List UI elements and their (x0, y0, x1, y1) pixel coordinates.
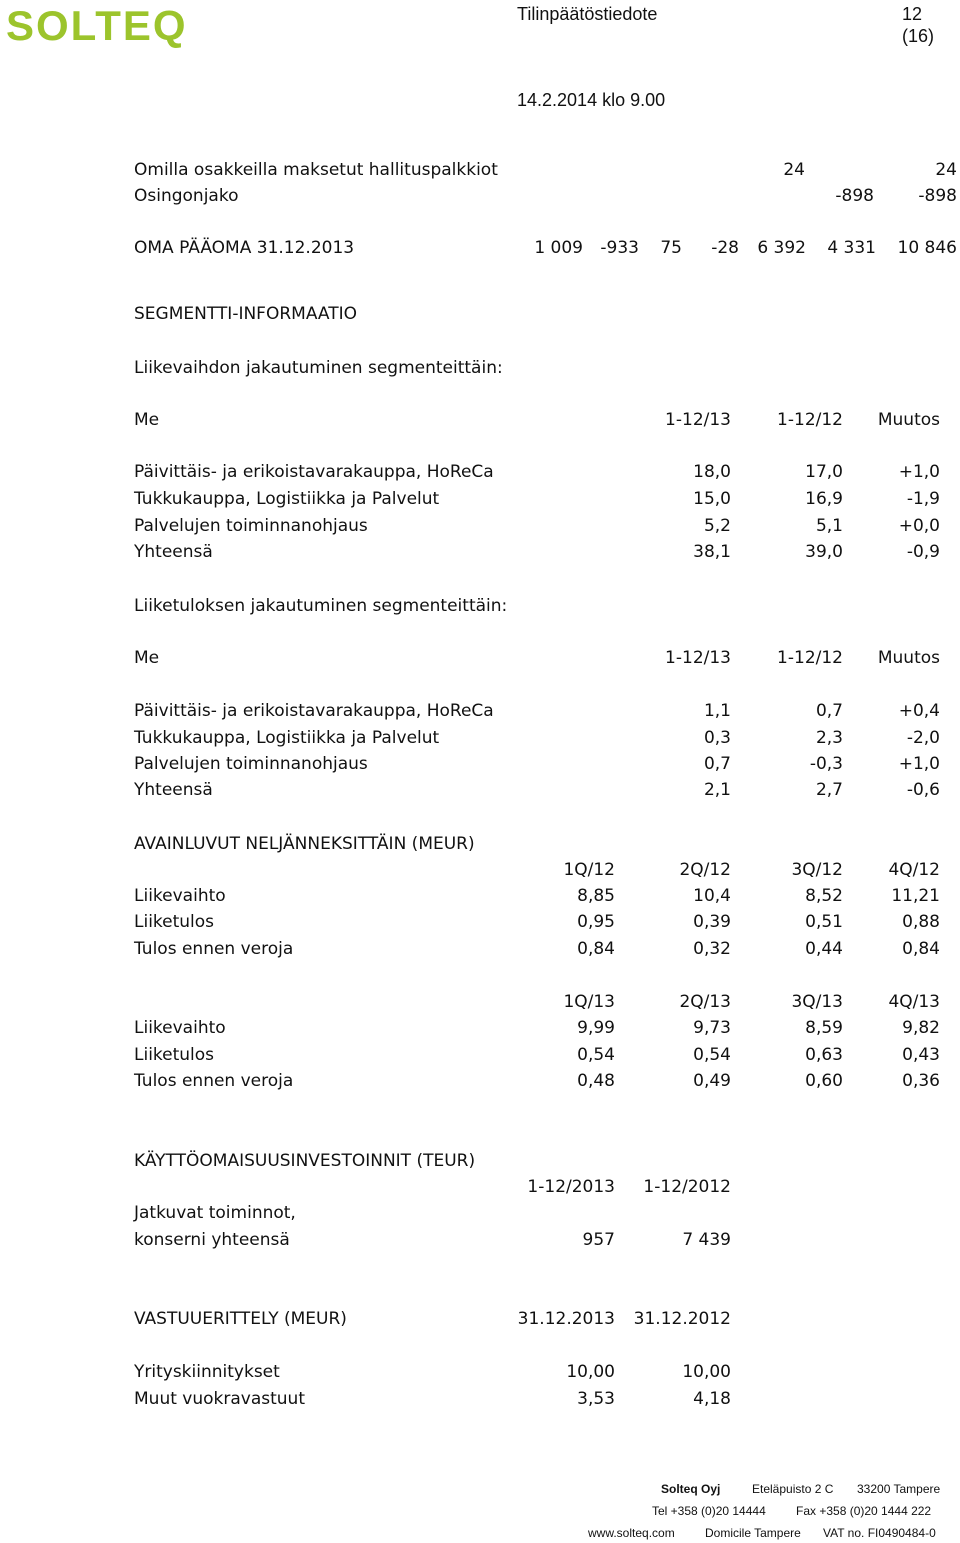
table-cell: 8,59 (805, 1018, 843, 1038)
doc-title: Tilinpäätöstiedote (517, 4, 658, 24)
table-cell: 10,00 (682, 1362, 731, 1382)
table-cell: 39,0 (805, 542, 843, 562)
table-row-label: Päivittäis- ja erikoistavarakauppa, HoReCa (134, 701, 494, 721)
footer-website-link[interactable]: www.solteq.com (588, 1526, 675, 1540)
table-header: 1-12/12 (777, 648, 843, 668)
table-row-label: Muut vuokravastuut (134, 1389, 305, 1409)
table-cell: 17,0 (805, 462, 843, 482)
table-cell: 0,44 (805, 939, 843, 959)
table-cell: 0,43 (902, 1045, 940, 1065)
section-subtitle: Liiketuloksen jakautuminen segmenteittäin: (134, 596, 508, 616)
table-cell: 1,1 (703, 701, 731, 721)
table-row-label: Yhteensä (134, 542, 213, 562)
table-header: 3Q/13 (791, 992, 843, 1012)
table-cell: 16,9 (805, 489, 843, 509)
table-header: Muutos (877, 410, 940, 430)
section-subtitle: Liikevaihdon jakautuminen segmenteittäin: (134, 358, 503, 378)
equity-row-label: Osingonjako (134, 186, 239, 206)
footer-address: Eteläpuisto 2 C (752, 1482, 834, 1496)
footer-vat: VAT no. FI0490484-0 (823, 1526, 936, 1540)
table-header: 4Q/13 (888, 992, 940, 1012)
table-cell: 0,3 (703, 728, 731, 748)
table-cell: 5,1 (815, 516, 843, 536)
table-cell: 0,7 (703, 754, 731, 774)
table-cell: 2,1 (703, 780, 731, 800)
table-cell: 8,85 (577, 886, 615, 906)
table-cell: -1,9 (906, 489, 940, 509)
table-cell: +0,4 (898, 701, 940, 721)
logo-text: SOLTEQ (6, 2, 188, 49)
equity-total-value: -28 (711, 238, 739, 258)
table-row-label: Palvelujen toiminnanohjaus (134, 754, 368, 774)
table-cell: 0,39 (693, 912, 731, 932)
table-header: 1Q/12 (563, 860, 615, 880)
table-header: 2Q/12 (679, 860, 731, 880)
table-cell: 0,49 (693, 1071, 731, 1091)
table-row-label: Tulos ennen veroja (134, 1071, 294, 1091)
footer-tel: Tel +358 (0)20 14444 (652, 1504, 766, 1518)
table-header: 1-12/13 (665, 410, 731, 430)
equity-total-value: 75 (660, 238, 682, 258)
table-cell: 7 439 (682, 1230, 731, 1250)
table-row-label: Palvelujen toiminnanohjaus (134, 516, 368, 536)
table-row-label: Yrityskiinnitykset (134, 1362, 280, 1382)
table-cell: 5,2 (703, 516, 731, 536)
table-cell: +1,0 (898, 462, 940, 482)
footer-fax: Fax +358 (0)20 1444 222 (796, 1504, 932, 1518)
section-title: VASTUUERITTELY (MEUR) (134, 1309, 347, 1329)
table-cell: -0,3 (809, 754, 843, 774)
table-cell: 18,0 (693, 462, 731, 482)
table-row-label: Liikevaihto (134, 1018, 226, 1038)
footer-city: 33200 Tampere (857, 1482, 941, 1496)
table-cell: 0,51 (805, 912, 843, 932)
table-cell: -0,6 (906, 780, 940, 800)
table-row-label: Liikevaihto (134, 886, 226, 906)
table-cell: 10,4 (693, 886, 731, 906)
equity-total-value: 4 331 (827, 238, 876, 258)
table-cell: 9,73 (693, 1018, 731, 1038)
equity-value: 24 (783, 160, 805, 180)
table-cell: 2,7 (815, 780, 843, 800)
table-cell: -0,9 (906, 542, 940, 562)
page-total: (16) (902, 26, 935, 46)
table-header: Me (134, 648, 160, 668)
table-row-label: Tulos ennen veroja (134, 939, 294, 959)
table-cell: +0,0 (898, 516, 940, 536)
table-header: 31.12.2013 (517, 1309, 615, 1329)
table-cell: 0,88 (902, 912, 940, 932)
table-cell: 9,82 (902, 1018, 940, 1038)
table-header: 4Q/12 (888, 860, 940, 880)
table-cell: -2,0 (906, 728, 940, 748)
equity-value: 24 (935, 160, 957, 180)
table-row-label: Tukkukauppa, Logistiikka ja Palvelut (134, 728, 440, 748)
table-cell: 0,84 (577, 939, 615, 959)
table-cell: 0,54 (577, 1045, 615, 1065)
table-cell: 0,63 (805, 1045, 843, 1065)
table-cell: 0,60 (805, 1071, 843, 1091)
table-cell: 0,84 (902, 939, 940, 959)
table-cell: 3,53 (577, 1389, 615, 1409)
table-cell: 957 (582, 1230, 615, 1250)
table-header: Me (134, 410, 160, 430)
table-cell: 0,95 (577, 912, 615, 932)
table-cell: 15,0 (693, 489, 731, 509)
section-title: SEGMENTTI-INFORMAATIO (134, 304, 358, 324)
table-cell: +1,0 (898, 754, 940, 774)
table-cell: 10,00 (566, 1362, 615, 1382)
section-title: AVAINLUVUT NELJÄNNEKSITTÄIN (MEUR) (134, 834, 475, 854)
footer-company: Solteq Oyj (661, 1482, 721, 1496)
table-row-label: Liiketulos (134, 1045, 215, 1065)
table-row-label: Tukkukauppa, Logistiikka ja Palvelut (134, 489, 440, 509)
table-header: 2Q/13 (679, 992, 731, 1012)
table-cell: 0,7 (815, 701, 843, 721)
footer-domicile: Domicile Tampere (705, 1526, 801, 1540)
equity-total-value: 6 392 (757, 238, 806, 258)
table-row-label: Jatkuvat toiminnot, (134, 1203, 296, 1223)
table-row-label: Liiketulos (134, 912, 215, 932)
table-row-label: konserni yhteensä (134, 1230, 290, 1250)
table-cell: 0,54 (693, 1045, 731, 1065)
table-row-label: Päivittäis- ja erikoistavarakauppa, HoReCa (134, 462, 494, 482)
equity-row-label: Omilla osakkeilla maksetut hallituspalkkiot (134, 160, 498, 180)
table-header: 1-12/13 (665, 648, 731, 668)
doc-date: 14.2.2014 klo 9.00 (517, 90, 666, 110)
table-header: 3Q/12 (791, 860, 843, 880)
equity-value: -898 (918, 186, 957, 206)
table-cell: 4,18 (693, 1389, 731, 1409)
table-header: 31.12.2012 (633, 1309, 731, 1329)
table-cell: 2,3 (815, 728, 843, 748)
table-cell: 0,48 (577, 1071, 615, 1091)
table-row-label: Yhteensä (134, 780, 213, 800)
table-cell: 8,52 (805, 886, 843, 906)
table-cell: 0,36 (902, 1071, 940, 1091)
table-cell: 38,1 (693, 542, 731, 562)
table-cell: 9,99 (577, 1018, 615, 1038)
table-header: 1-12/12 (777, 410, 843, 430)
table-header: 1-12/2013 (527, 1177, 615, 1197)
table-header: Muutos (877, 648, 940, 668)
equity-total-value: -933 (600, 238, 639, 258)
table-cell: 11,21 (891, 886, 940, 906)
table-header: 1Q/13 (563, 992, 615, 1012)
page-number: 12 (902, 4, 923, 24)
section-title: KÄYTTÖOMAISUUSINVESTOINNIT (TEUR) (134, 1151, 476, 1171)
table-header: 1-12/2012 (643, 1177, 731, 1197)
equity-total-value: 10 846 (897, 238, 957, 258)
equity-total-label: OMA PÄÄOMA 31.12.2013 (134, 238, 355, 258)
equity-total-value: 1 009 (534, 238, 583, 258)
table-cell: 0,32 (693, 939, 731, 959)
solteq-logo (6, 2, 188, 50)
equity-value: -898 (835, 186, 874, 206)
